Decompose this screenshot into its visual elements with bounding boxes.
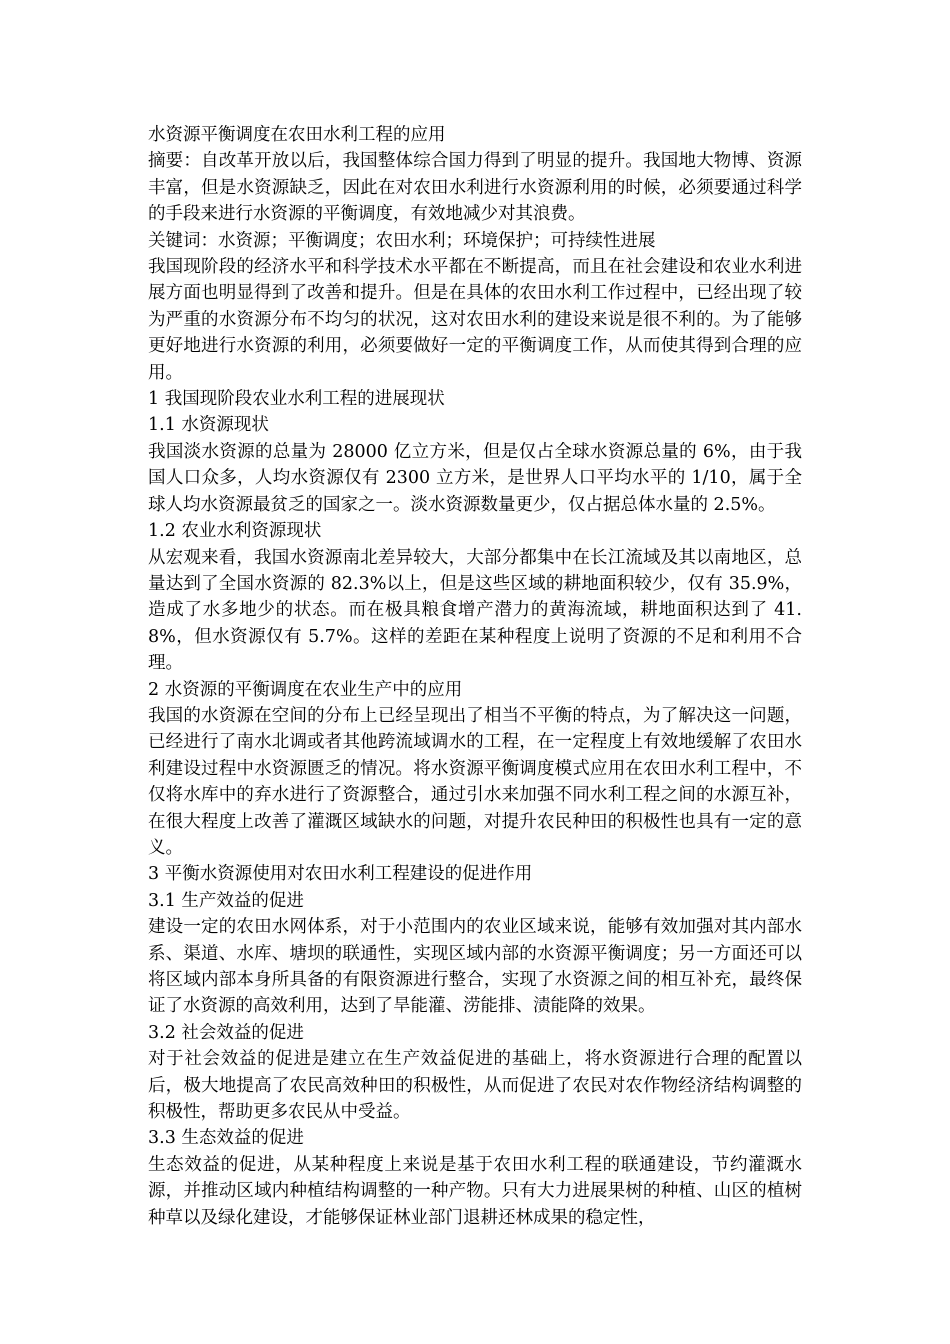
abstract-paragraph: 摘要：自改革开放以后，我国整体综合国力得到了明显的提升。我国地大物博、资源丰富，但是水资源缺乏，因此在对农田水利进行水资源利用的时候，必须要通过科学的手段来进行水资源的平衡调度，有效地减少对其浪费。 (148, 151, 802, 225)
document-page (148, 122, 802, 1231)
paragraph-1-2: 从宏观来看，我国水资源南北差异较大，大部分都集中在长江流域及其以南地区，总量达到了全国水资源的 82.3%以上，但是这些区域的耕地面积较少，仅有 35.9%，造成了水多地少的状态。而在极具粮食增产潜力的黄海流域，耕地面积达到了 41.8%，但水资源仅有 5.7%。这样的差距在某种程度上说明了资源的不足和利用不合理。 (148, 547, 802, 674)
document-title: 水资源平衡调度在农田水利工程的应用 (148, 125, 446, 145)
subsection-heading-1-1: 1.1 水资源现状 (148, 415, 269, 436)
paragraph-3-3: 生态效益的促进，从某种程度上来说是基于农田水利工程的联通建设，节约灌溉水源，并推动区域内种植结构调整的一种产物。只有大力进展果树的种植、山区的植树种草以及绿化建设，才能够保证林业部门退耕还林成果的稳定性， (148, 1154, 802, 1228)
section-heading-2: 2 水资源的平衡调度在农业生产中的应用 (148, 679, 463, 700)
section-heading-1: 1 我国现阶段农业水利工程的进展现状 (148, 389, 445, 410)
keywords-line: 关键词：水资源；平衡调度；农田水利；环境保护；可持续性进展 (148, 230, 656, 251)
paragraph-3-2: 对于社会效益的促进是建立在生产效益促进的基础上，将水资源进行合理的配置以后，极大地提高了农民高效种田的积极性，从而促进了农民对农作物经济结构调整的积极性，帮助更多农民从中受益。 (148, 1049, 802, 1123)
intro-paragraph: 我国现阶段的经济水平和科学技术水平都在不断提高，而且在社会建设和农业水利进展方面也明显得到了改善和提升。但是在具体的农田水利工作过程中，已经出现了较为严重的水资源分布不均匀的状况，这对农田水利的建设来说是很不利的。为了能够更好地进行水资源的利用，必须要做好一定的平衡调度工作，从而使其得到合理的应用。 (148, 257, 802, 383)
paragraph-2: 我国的水资源在空间的分布上已经呈现出了相当不平衡的特点，为了解决这一问题，已经进行了南水北调或者其他跨流域调水的工程，在一定程度上有效地缓解了农田水利建设过程中水资源匮乏的情况。将水资源平衡调度模式应用在农田水利工程中，不仅将水库中的弃水进行了资源整合，通过引水来加强不同水利工程之间的水源互补，在很大程度上改善了灌溉区域缺水的问题，对提升农民种田的积极性也具有一定的意义。 (148, 705, 802, 858)
paragraph-3-1: 建设一定的农田水网体系，对于小范围内的农业区域来说，能够有效加强对其内部水系、渠道、水库、塘坝的联通性，实现区域内部的水资源平衡调度；另一方面还可以将区域内部本身所具备的有限资源进行整合，实现了水资源之间的相互补充，最终保证了水资源的高效利用，达到了旱能灌、涝能排、渍能降的效果。 (148, 917, 802, 1017)
section-heading-3: 3 平衡水资源使用对农田水利工程建设的促进作用 (148, 864, 533, 885)
subsection-heading-1-2: 1.2 农业水利资源现状 (148, 521, 322, 542)
subsection-heading-3-2: 3.2 社会效益的促进 (148, 1022, 304, 1043)
subsection-heading-3-1: 3.1 生产效益的促进 (148, 890, 304, 911)
subsection-heading-3-3: 3.3 生态效益的促进 (148, 1128, 304, 1149)
paragraph-1-1: 我国淡水资源的总量为 28000 亿立方米，但是仅占全球水资源总量的 6%，由于我国人口众多，人均水资源仅有 2300 立方米，是世界人口平均水平的 1/10，属于全球人均水资源最贫乏的国家之一。淡水资源数量更少，仅占据总体水量的 2.5%。 (148, 441, 802, 515)
